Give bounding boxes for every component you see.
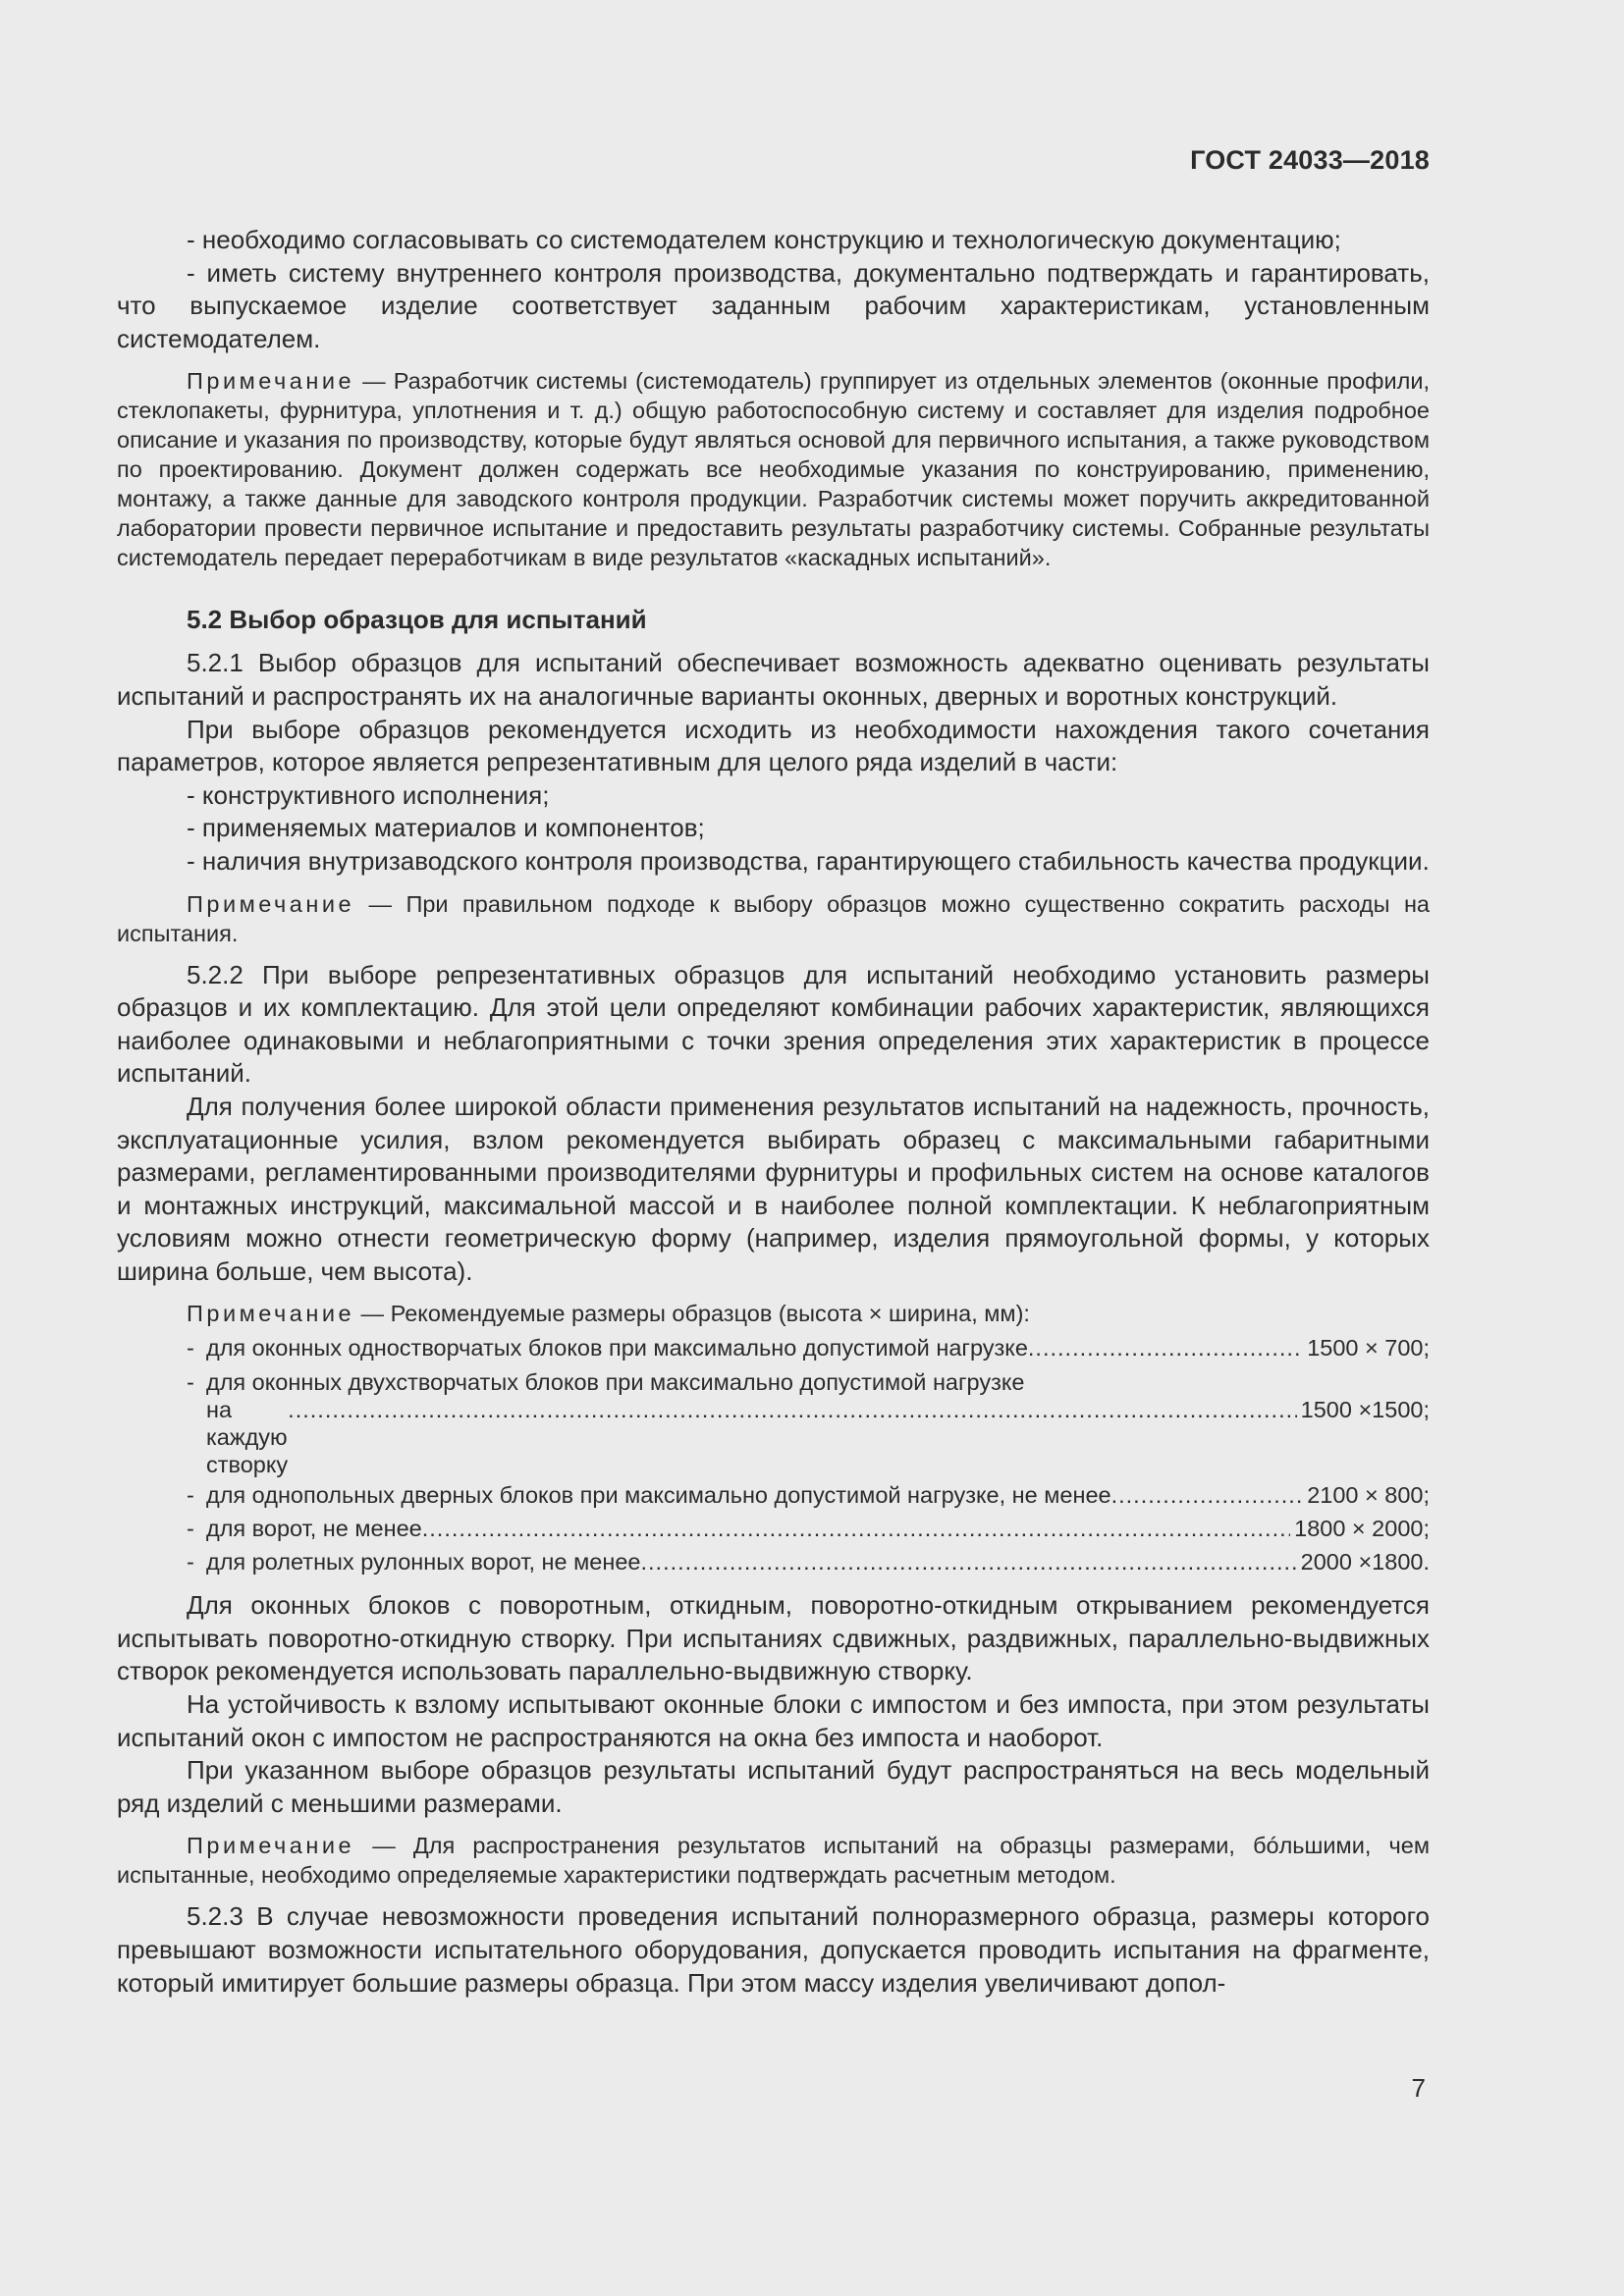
note-sizes [117, 1299, 1430, 1328]
size-row: - для оконных двухстворчатых блоков при максимально допустимой нагрузке на каждую створку ..... 1500 ×1500; [117, 1368, 1430, 1478]
leader-dots [288, 1396, 1296, 1423]
intro-item-1: - необходимо согласовывать со системодателем конструкцию и технологическую документацию; [187, 225, 1341, 254]
size-label: для оконных одностворчатых блоков при максимально допустимой нагрузке [206, 1335, 1028, 1362]
size-row: - для ролетных рулонных ворот, не менее ..... 2000 ×1800. [117, 1545, 1430, 1578]
size-row: - для ворот, не менее ..... 1800 × 2000; [117, 1512, 1430, 1545]
size-label: для ворот, не менее [206, 1515, 422, 1541]
note-text: — Для распространения результатов испытаний на образцы размерами, бóльшими, чем испытанные, необходимо определяемые характеристики подтверждать расчетным методом. [117, 1833, 1430, 1889]
page-content [117, 224, 1430, 2000]
paragraph-burglary: На устойчивость к взлому испытывают оконные блоки с импостом и без импоста, при этом результаты испытаний окон с импостом не распространяются на окна без импоста и наоборот. [117, 1689, 1430, 1752]
size-label-cont: на каждую створку [206, 1396, 289, 1477]
intro-item-2: - иметь систему внутреннего контроля производства, документально подтверждать и гарантировать, что выпускаемое изделие соответствует заданным рабочим характеристикам, установленным системодателем. [117, 257, 1430, 353]
note-label: Примечание [187, 368, 355, 395]
paragraph-choice: При выборе образцов рекомендуется исходить из необходимости нахождения такого сочетания параметров, которое является репрезентативным для целого ряда изделий в части: [117, 714, 1430, 777]
leader-dots [1111, 1478, 1304, 1512]
list-item: - конструктивного исполнения; [187, 779, 550, 810]
size-value: 2000 ×1800. [1300, 1549, 1430, 1575]
note-text: — Разработчик системы (системодатель) группирует из отдельных элементов (оконные профили, стеклопакеты, фурнитура, уплотнения и т. д.) общую работоспособную систему и составляет для изделия подробное описание и указания по производству, которые будут являться основой для первичного испытания, а также руководством по проектированию. Документ должен содержать все необходимые указания по конструированию, применению, монтажу, а также данные для заводского контроля продукции. Разработчик системы может поручить аккредитованной лаборатории провести первичное испытание и предоставить результаты разработчику системы. Собранные результаты системодатель передает переработчикам в виде результатов «каскадных испытаний». [117, 368, 1430, 571]
note-system-developer [117, 366, 1430, 572]
paragraph-5-2-2: 5.2.2 При выборе репрезентативных образцов для испытаний необходимо установить размеры образцов и их комплектацию. Для этой цели определяют комбинации рабочих характеристик, являющихся наиболее одинаковыми и неблагоприятными с точки зрения определения этих характеристик в процессе испытаний. [117, 959, 1430, 1089]
note-label: Примечание [187, 1833, 355, 1859]
sizes-list [117, 1331, 1430, 1578]
size-row: - для однопольных дверных блоков при максимально допустимой нагрузке, не менее ..... 2100 × 800; [117, 1478, 1430, 1512]
size-label: для однопольных дверных блоков при максимально допустимой нагрузке, не менее [206, 1481, 1111, 1508]
note-text: — При правильном подходе к выбору образцов можно существенно сократить расходы на испытания. [117, 890, 1430, 946]
paragraph-model-range: При указанном выборе образцов результаты испытаний будут распространяться на весь модельный ряд изделий с меньшими размерами. [117, 1755, 1430, 1818]
size-label: для оконных двухстворчатых блоков при максимально допустимой нагрузке [206, 1368, 1025, 1395]
paragraph-windows: Для оконных блоков с поворотным, откидным, поворотно-откидным открыванием рекомендуется испытывать поворотно-откидную створку. При испытаниях сдвижных, раздвижных, параллельно-выдвижных створок рекомендуется использовать параллельно-выдвижную створку. [117, 1590, 1430, 1686]
size-value: 2100 × 800; [1307, 1481, 1430, 1508]
note-text: — Рекомендуемые размеры образцов (высота × ширина, мм): [354, 1301, 1030, 1327]
leader-dots [422, 1512, 1290, 1545]
document-code: ГОСТ 24033—2018 [1190, 145, 1430, 175]
paragraph-5-2-1: 5.2.1 Выбор образцов для испытаний обеспечивает возможность адекватно оценивать результаты испытаний и распространять их на аналогичные варианты оконных, дверных и воротных конструкций. [117, 648, 1430, 711]
size-label: для ролетных рулонных ворот, не менее [206, 1549, 641, 1575]
paragraph-5-2-3: 5.2.3 В случае невозможности проведения испытаний полноразмерного образца, размеры которого превышают возможности испытательного оборудования, допускается проводить испытания на фрагменте, который имитирует большие размеры образца. При этом массу изделия увеличивают допол- [117, 1901, 1430, 1998]
section-heading: 5.2 Выбор образцов для испытаний [187, 605, 647, 635]
size-value: 1500 ×1500; [1300, 1396, 1430, 1422]
list-item: - наличия внутризаводского контроля производства, гарантирующего стабильность качества продукции. [187, 845, 1430, 876]
leader-dots [1028, 1331, 1303, 1364]
leader-dots [640, 1545, 1296, 1578]
note-larger-samples [117, 1831, 1430, 1890]
list-item: - применяемых материалов и компонентов; [187, 813, 705, 843]
note-label: Примечание [187, 890, 355, 917]
size-value: 1800 × 2000; [1294, 1515, 1430, 1541]
paragraph-wide-application: Для получения более широкой области применения результатов испытаний на надежность, прочность, эксплуатационные усилия, взлом рекомендуется выбирать образец с максимальными габаритными размерами, регламентированными производителями фурнитуры и профильных систем на основе каталогов и монтажных инструкций, максимальной массой и в наиболее полной комплектации. К неблагоприятным условиям можно отнести геометрическую форму (например, изделия прямоугольной формы, у которых ширина больше, чем высота). [117, 1091, 1430, 1286]
note-cost [117, 889, 1430, 948]
note-label: Примечание [187, 1301, 355, 1327]
size-value: 1500 × 700; [1307, 1335, 1430, 1362]
size-row: - для оконных одностворчатых блоков при максимально допустимой нагрузке ..... 1500 × 700; [117, 1331, 1430, 1364]
page-number: 7 [1411, 2073, 1426, 2103]
